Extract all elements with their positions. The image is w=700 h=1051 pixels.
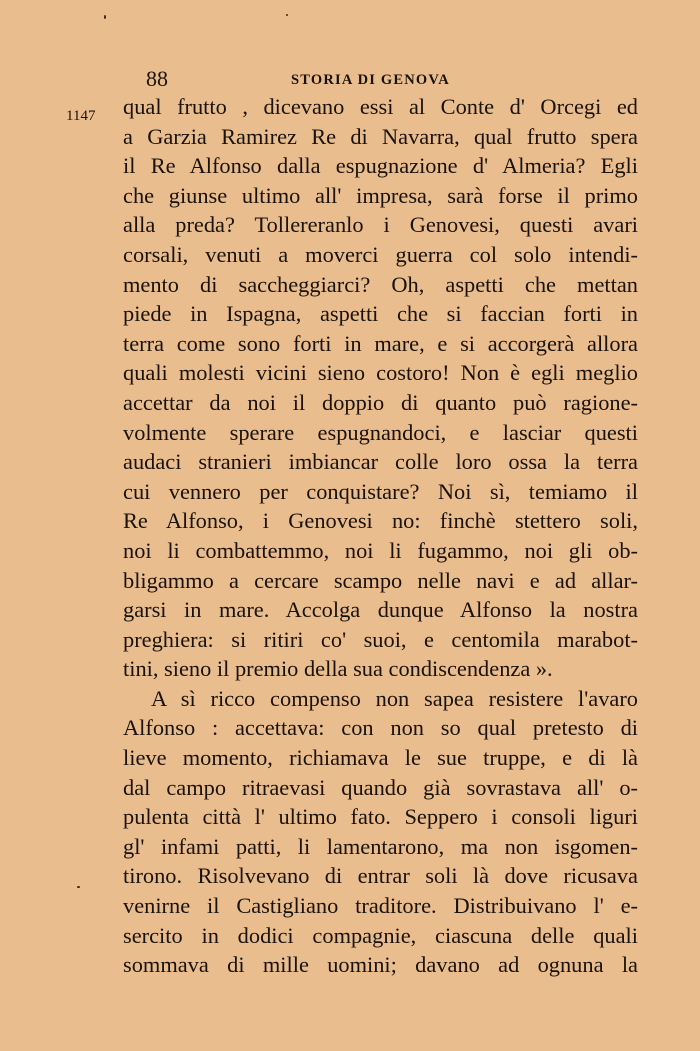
text-line: il Re Alfonso dalla espugnazione d' Almeria? Egli [123, 153, 638, 179]
text-line: garsi in mare. Accolga dunque Alfonso la nostra [123, 597, 638, 623]
text-line: quali molesti vicini sieno costoro! Non è egli meglio [123, 360, 638, 386]
text-line: A sì ricco compenso non sapea resistere l'avaro [151, 685, 638, 711]
text-line: tini, sieno il premio della sua condiscendenza ». [123, 656, 553, 682]
ink-speck [286, 14, 288, 16]
text-line: pulenta città l' ultimo fato. Seppero i consoli liguri [123, 804, 638, 830]
text-line: che giunse ultimo all' impresa, sarà forse il primo [123, 182, 638, 208]
text-line: audaci stranieri imbiancar colle loro ossa la terra [123, 449, 638, 475]
text-line: alla preda? Tollereranlo i Genovesi, questi avari [123, 212, 638, 238]
body-text [123, 92, 638, 980]
text-line: dal campo ritraevasi quando già sovrastava all' o- [123, 774, 638, 800]
text-line: noi li combattemmo, noi li fugammo, noi gli ob- [123, 537, 638, 563]
page-header [146, 64, 476, 94]
text-line: accettar da noi il doppio di quanto può ragione- [123, 389, 638, 415]
text-line: venirne il Castigliano traditore. Distribuivano l' e- [123, 893, 638, 919]
margin-year-note: 1147 [66, 108, 96, 124]
text-line: mento di saccheggiarci? Oh, aspetti che mettan [123, 271, 638, 297]
text-line: corsali, venuti a moverci guerra col solo intendi- [123, 241, 638, 267]
ink-speck [77, 886, 80, 888]
text-line: Re Alfonso, i Genovesi no: finchè stettero soli, [123, 508, 638, 534]
text-line: Alfonso : accettava: con non so qual pretesto di [123, 715, 638, 741]
text-line: tirono. Risolvevano di entrar soli là dove ricusava [123, 863, 638, 889]
text-line: gl' infami patti, li lamentarono, ma non isgomen- [123, 833, 638, 859]
text-line: preghiera: si ritiri co' suoi, e centomila marabot- [123, 626, 638, 652]
text-line: bligammo a cercare scampo nelle navi e ad allar- [123, 567, 638, 593]
text-line: volmente sperare espugnandoci, e lasciar questi [123, 419, 638, 445]
text-line: lieve momento, richiamava le sue truppe, e di là [123, 745, 638, 771]
page-number: 88 [146, 66, 168, 91]
ink-speck [104, 15, 106, 19]
text-line: sommava di mille uomini; davano ad ognuna la [123, 952, 638, 978]
running-head: STORIA DI GENOVA [291, 72, 450, 88]
text-line: a Garzia Ramirez Re di Navarra, qual frutto spera [123, 123, 638, 149]
text-line: piede in Ispagna, aspetti che si faccian forti in [123, 301, 638, 327]
text-line: qual frutto , dicevano essi al Conte d' Orcegi ed [123, 94, 638, 119]
text-line: sercito in dodici compagnie, ciascuna delle quali [123, 922, 638, 948]
text-line: terra come sono forti in mare, e si accorgerà allora [123, 330, 638, 356]
text-line: cui vennero per conquistare? Noi sì, temiamo il [123, 478, 638, 504]
